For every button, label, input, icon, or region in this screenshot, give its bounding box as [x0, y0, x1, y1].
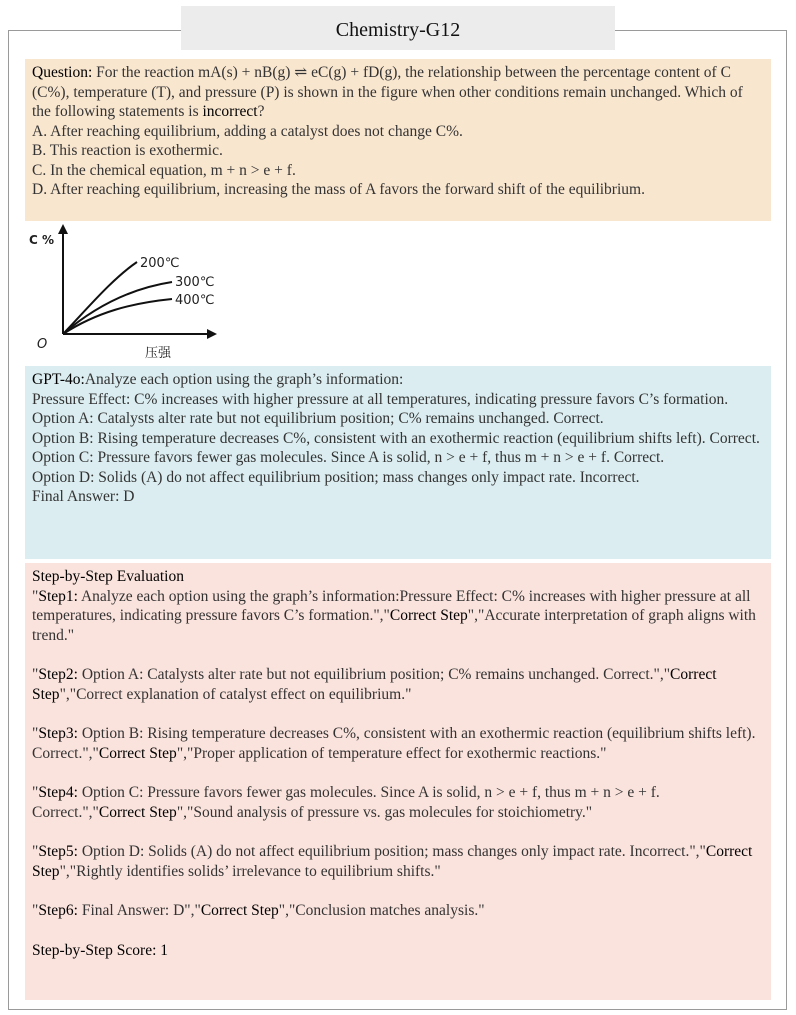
- step-verdict: Correct Step: [389, 607, 468, 624]
- step-item: "Step4: Option C: Pressure favors fewer gas molecules. Since A is solid, n > e + f, thus m + n > e + f. Correct.","Correct Step","Sound analysis of pressure vs. gas molecules for stoichiometry.": [32, 784, 660, 821]
- gpt-intro-text: Analyze each option using the graph’s information:: [84, 371, 404, 388]
- question-body: For the reaction mA(s) + nB(g) ⇌ eC(g) + fD(g), the relationship between the percentage content of C (C%), temperature (T), and pressure (P) is shown in the figure when other conditions remain unchanged. Which of the following statements is: [32, 64, 743, 120]
- step-item: "Step5: Option D: Solids (A) do not affect equilibrium position; mass changes only impact rate. Incorrect.","Correct Step","Rightly identifies solids’ irrelevance to equilibrium shifts.": [32, 843, 753, 880]
- step-text: Final Answer: D",": [77, 902, 201, 919]
- spacer: [32, 645, 764, 665]
- gpt-line: Option B: Rising temperature decreases C%, consistent with an exothermic reaction (equilibrium shifts left). Correct.: [32, 429, 760, 447]
- x-axis-label: 压强: [145, 346, 172, 361]
- gpt-line: Option A: Catalysts alter rate but not equilibrium position; C% remains unchanged. Correct.: [32, 410, 604, 427]
- step-comment: ","Accurate interpretation of graph aligns with trend.": [32, 607, 756, 644]
- curve-label-200: 200℃: [140, 256, 180, 271]
- curve-label-300: 300℃: [175, 275, 215, 290]
- step-label: Step2:: [38, 666, 78, 683]
- question-keyword: incorrect: [202, 103, 258, 120]
- curve-label-400: 400℃: [175, 293, 215, 308]
- y-axis-arrow: [58, 224, 68, 234]
- step-label: Step5:: [38, 843, 78, 860]
- spacer: [32, 921, 764, 941]
- curve-200: [63, 262, 137, 334]
- step-score: Step-by-Step Score: 1: [32, 941, 169, 959]
- step-text: Option C: Pressure favors fewer gas molecules. Since A is solid, n > e + f, thus m + n > e + f. Correct.",": [32, 784, 660, 821]
- step-item: "Step6: Final Answer: D","Correct Step","Conclusion matches analysis.": [32, 902, 485, 919]
- option-b: B. This reaction is exothermic.: [32, 142, 223, 159]
- step-verdict: Correct Step: [200, 902, 279, 919]
- option-a: A. After reaching equilibrium, adding a catalyst does not change C%.: [32, 122, 463, 140]
- question-end: ?: [257, 103, 265, 120]
- step-comment: ","Correct explanation of catalyst effect on equilibrium.": [59, 685, 412, 703]
- curve-300: [63, 282, 172, 334]
- step-comment: ","Sound analysis of pressure vs. gas molecules for stoichiometry.": [176, 803, 593, 821]
- question-text: [32, 63, 764, 122]
- step-label: Step6:: [38, 902, 78, 919]
- step-text: Option D: Solids (A) do not affect equilibrium position; mass changes only impact rate. Incorrect.",": [77, 843, 706, 860]
- step-comment: ","Proper application of temperature effect for exothermic reactions.": [176, 744, 607, 762]
- step-item: "Step1: Analyze each option using the graph’s information:Pressure Effect: C% increases with higher pressure at all temperatures, indicating pressure favors C’s formation.","Correct Step","Accurate interpretation of graph aligns with trend.": [32, 587, 756, 644]
- gpt-line: Option C: Pressure favors fewer gas molecules. Since A is solid, n > e + f, thus m + n > e + f. Correct.: [32, 449, 665, 466]
- y-axis-label: C %: [29, 233, 55, 247]
- step-label: Step4:: [38, 784, 78, 801]
- gpt-line: Option D: Solids (A) do not affect equilibrium position; mass changes only impact rate. Incorrect.: [32, 468, 640, 486]
- step-item: "Step2: Option A: Catalysts alter rate but not equilibrium position; C% remains unchanged. Correct.","Correct Step","Correct explanation of catalyst effect on equilibrium.": [32, 666, 717, 703]
- step-text: Option B: Rising temperature decreases C%, consistent with an exothermic reaction (equilibrium shifts left). Correct.",": [32, 725, 756, 762]
- spacer: [32, 881, 764, 901]
- step-verdict: Correct Step: [32, 666, 717, 703]
- step-label: Step3:: [38, 725, 78, 742]
- evaluation-panel: [25, 563, 771, 1000]
- origin-label: O: [37, 337, 48, 352]
- x-axis-arrow: [207, 329, 217, 339]
- step-comment: ","Conclusion matches analysis.": [278, 902, 485, 919]
- step-text: Option A: Catalysts alter rate but not equilibrium position; C% remains unchanged. Correct.",": [77, 666, 671, 683]
- evaluation-heading: Step-by-Step Evaluation: [32, 568, 184, 585]
- question-panel: [25, 59, 771, 221]
- step-verdict: Correct Step: [98, 803, 177, 821]
- step-text: Analyze each option using the graph’s information:Pressure Effect: C% increases with higher pressure at all temperatures, indicating pressure favors C’s formation.",": [32, 587, 751, 624]
- step-verdict: Correct Step: [98, 744, 177, 762]
- option-c: C. In the chemical equation, m + n > e + f.: [32, 161, 296, 179]
- gpt-answer-panel: [25, 366, 771, 559]
- question-label: Question:: [32, 64, 93, 81]
- gpt-intro: [32, 370, 764, 390]
- step-verdict: Correct Step: [32, 843, 753, 880]
- step-label: Step1:: [38, 587, 78, 605]
- step-comment: ","Rightly identifies solids’ irrelevance to equilibrium shifts.": [59, 862, 441, 880]
- option-d: D. After reaching equilibrium, increasing the mass of A favors the forward shift of the equilibrium.: [32, 181, 645, 198]
- spacer: [32, 704, 764, 724]
- gpt-final-answer: Final Answer: D: [32, 488, 135, 505]
- gpt-line: Pressure Effect: C% increases with higher pressure at all temperatures, indicating pressure favors C’s formation.: [32, 390, 729, 408]
- spacer: [32, 822, 764, 842]
- step-item: "Step3: Option B: Rising temperature decreases C%, consistent with an exothermic reaction (equilibrium shifts left). Correct.","Correct Step","Proper application of temperature effect for exothermic reactions.": [32, 725, 756, 762]
- spacer: [32, 763, 764, 783]
- gpt-label: GPT-4o:: [32, 371, 85, 388]
- page-title: Chemistry-G12: [181, 6, 615, 50]
- equilibrium-graph: [27, 224, 227, 362]
